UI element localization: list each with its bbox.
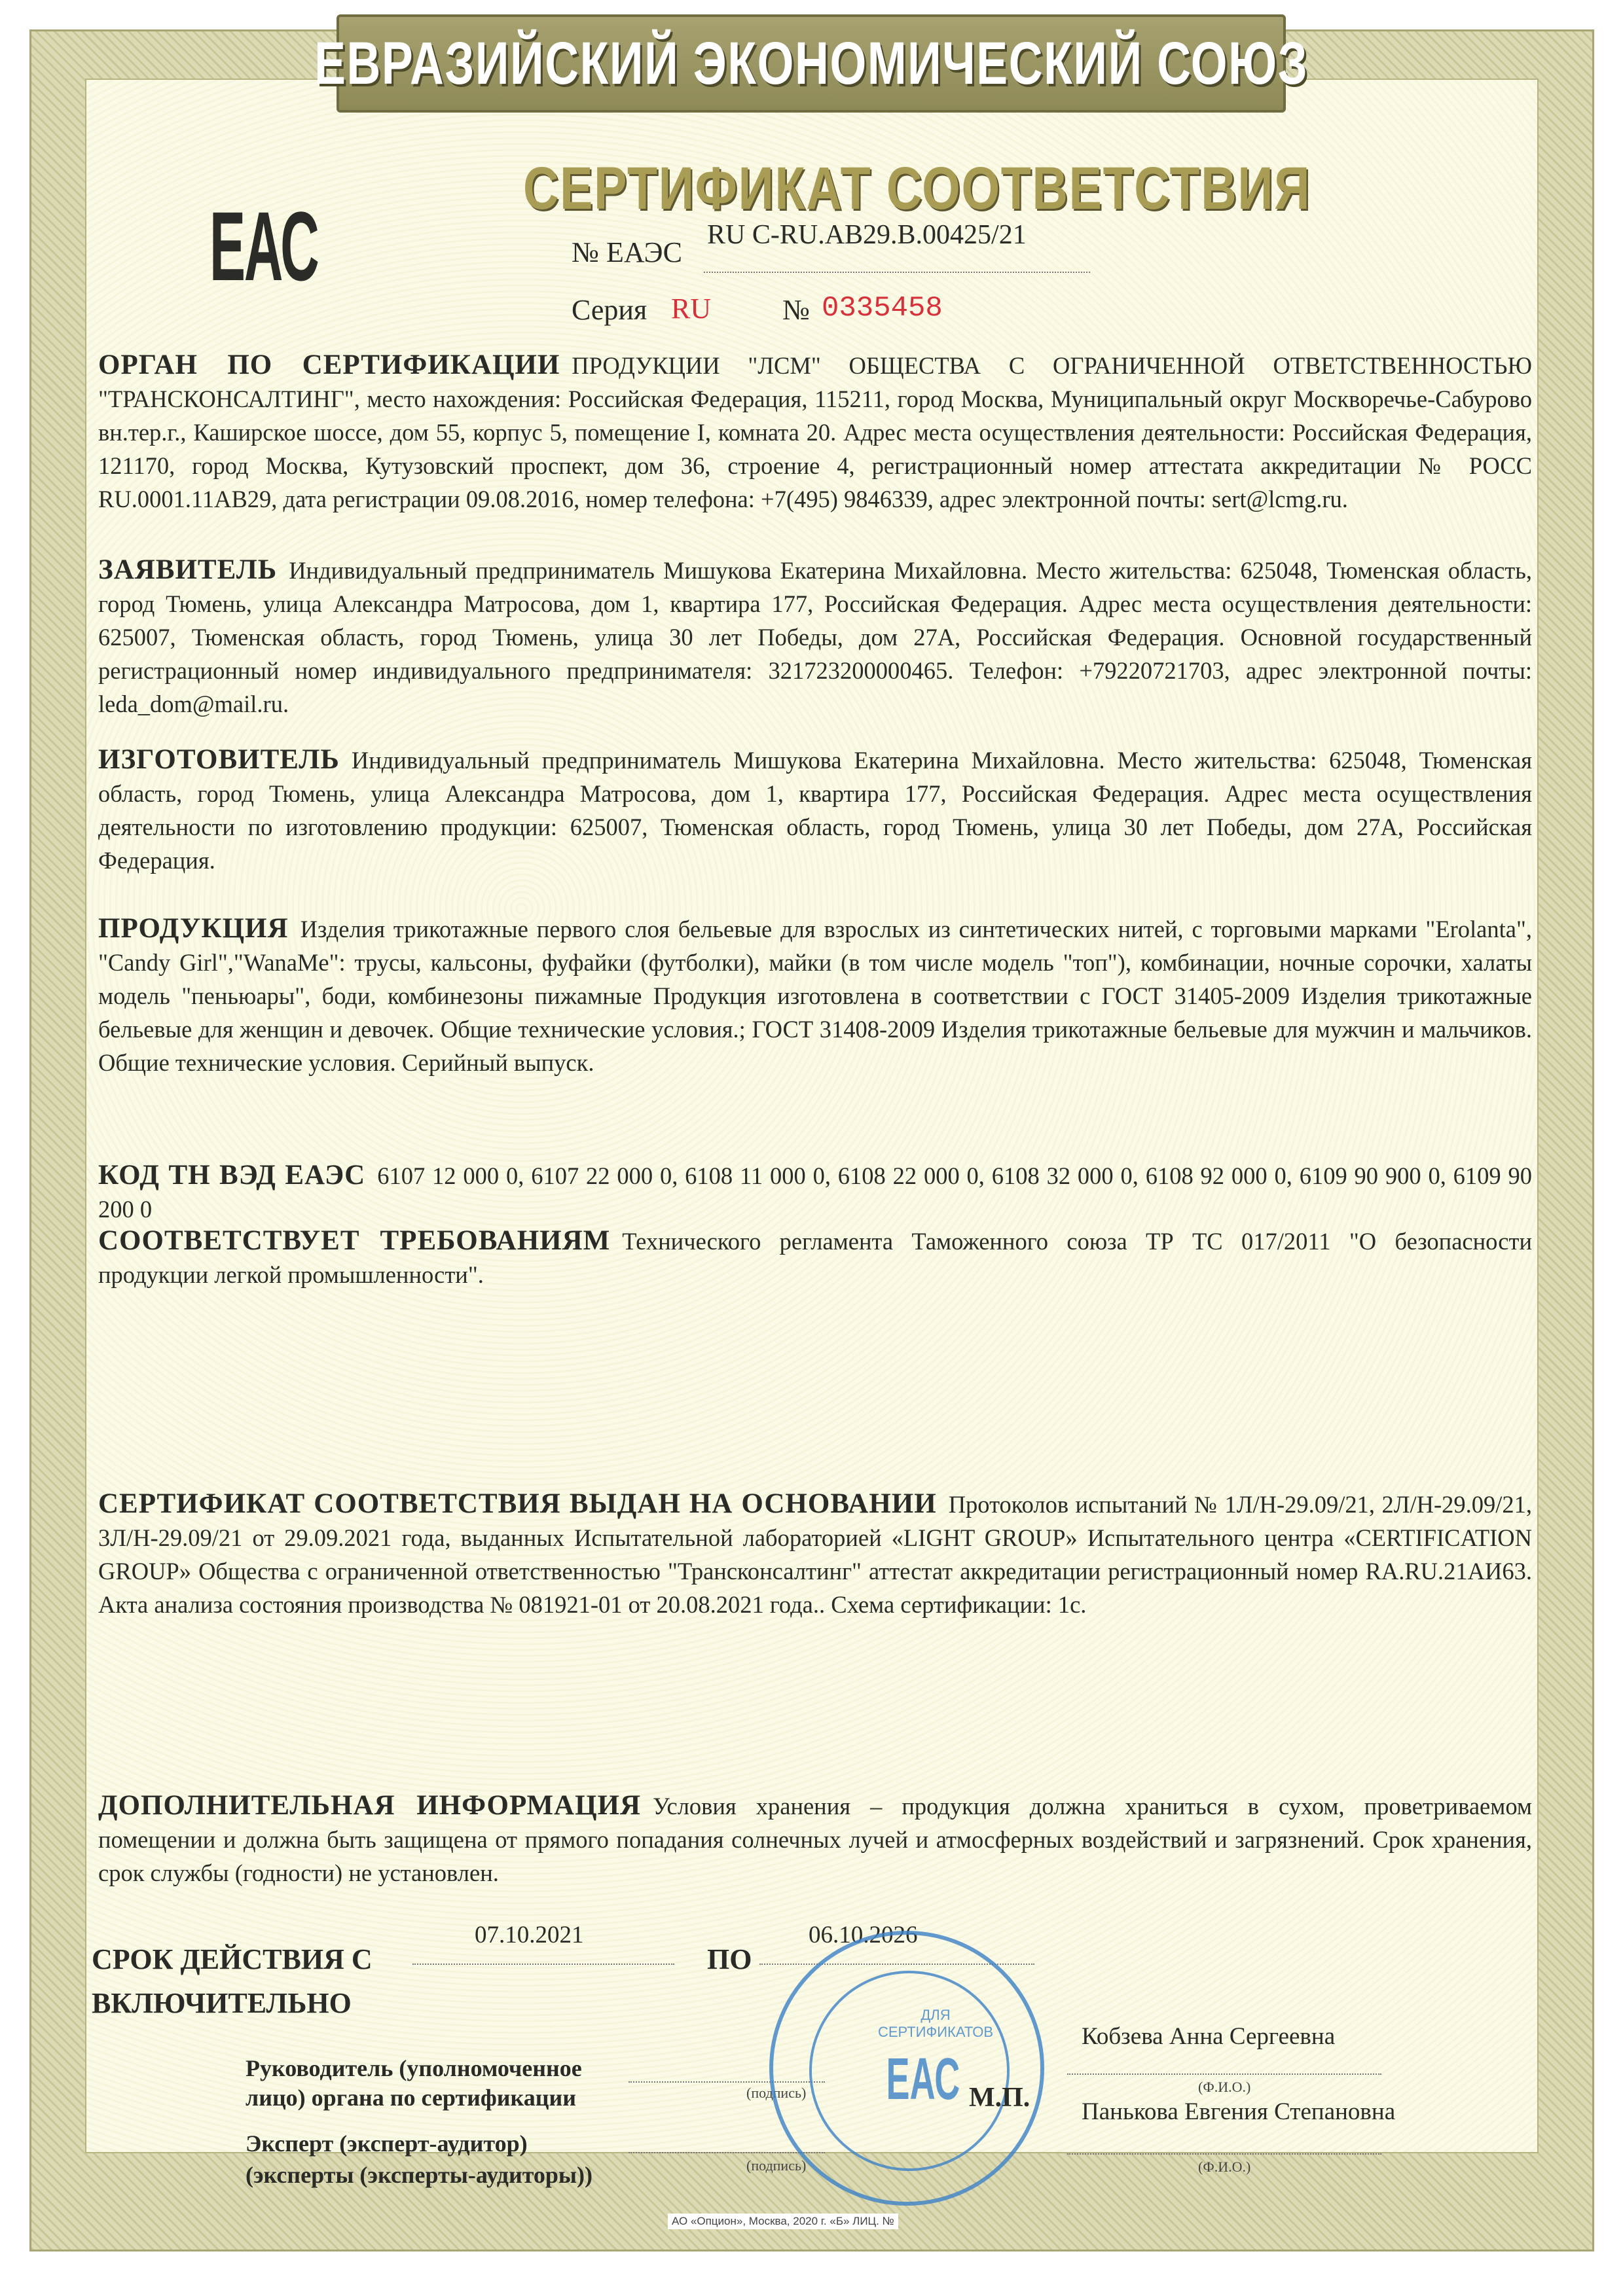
head-sign-hint: (подпись) [746,2085,807,2101]
validity-from-label: СРОК ДЕЙСТВИЯ С [92,1943,373,1975]
section-text: ПРОДУКЦИИ "ЛСМ" ОБЩЕСТВА С ОГРАНИЧЕННОЙ ОТВЕТСТВЕННОСТЬЮ "ТРАНСКОНСАЛТИНГ", место нахождения: Российская Федерация, 115211, город Москва, Муниципальный округ Москворечье-Сабурово вн.тер.г., Каширское шоссе, дом 55, корпус 5, помещение I, комната 20. Адрес места осуществления деятельности: Российская Федерация, 121170, город Москва, Кутузовский проспект, дом 36, строение 4, регистрационный номер аттестата аккредитации № РОСС RU.0001.11АВ29, дата регистрации 09.08.2016, номер телефона: +7(495) 9846339, адрес электронной почты: sert@lcmg.ru. [98,352,1532,512]
expert-fio-line [1067,2153,1381,2155]
eac-logo: ЕАС [210,191,318,301]
section-heading: ОРГАН ПО СЕРТИФИКАЦИИ [98,350,560,380]
section-organ [98,348,1532,516]
from-underline [412,1964,674,1965]
validity-inclusive-label: ВКЛЮЧИТЕЛЬНО [92,1987,352,2019]
number-underline [704,272,1090,273]
section-heading: СООТВЕТСТВУЕТ ТРЕБОВАНИЯМ [98,1225,611,1256]
printer-imprint: АО «Опцион», Москва, 2020 г. «Б» ЛИЦ. № [668,2214,898,2229]
expert-name: Панькова Евгения Степановна [1082,2098,1396,2125]
validity-to-date: 06.10.2026 [809,1922,918,1948]
expert-fio-hint: (Ф.И.О.) [1198,2159,1251,2175]
certification-stamp [769,1931,1044,2206]
section-product [98,912,1532,1079]
section-heading: КОД ТН ВЭД ЕАЭС [98,1160,366,1191]
certificate-title: СЕРТИФИКАТ СООТВЕТСТВИЯ [523,155,1311,222]
seal-label: М.П. [969,2083,1030,2113]
section-applicant [98,553,1532,721]
head-label-line1: Руководитель (уполномоченное [246,2055,582,2081]
section-text: 6107 12 000 0, 6107 22 000 0, 6108 11 000 0, 6108 22 000 0, 6108 32 000 0, 6108 92 000 0, 6109 90 900 0, 6109 90 200 0 [98,1162,1532,1223]
head-label-line2: лицо) органа по сертификации [246,2085,576,2111]
section-heading: ПРОДУКЦИЯ [98,913,289,944]
expert-sign-hint: (подпись) [746,2157,807,2174]
blank-number: 0335458 [822,292,943,325]
section-text: Индивидуальный предприниматель Мишукова Екатерина Михайловна. Место жительства: 625048, Тюменская область, город Тюмень, улица Александра Матросова, дом 1, квартира 177, Российская Федерация. Адрес места осуществления деятельности: 625007, Тюменская область, город Тюмень, улица 30 лет Победы, дом 27А, Российская Федерация. Основной государственный регистрационный номер индивидуального предпринимателя: 321723200000465. Телефон: +79220721703, адрес электронной почты: leda_dom@mail.ru. [98,557,1532,717]
stamp-text: ДЛЯ СЕРТИФИКАТОВ [878,2007,994,2040]
section-text: Индивидуальный предприниматель Мишукова Екатерина Михайловна. Место жительства: 625048, Тюменская область, город Тюмень, улица Александра Матросова, дом 1, квартира 177, Российская Федерация. Адрес места осуществления деятельности по изготовлению продукции: 625007, Тюменская область, город Тюмень, улица 30 лет Победы, дом 27А, Российская Федерация. [98,747,1532,874]
section-heading: ДОПОЛНИТЕЛЬНАЯ ИНФОРМАЦИЯ [98,1790,642,1821]
section-heading: ЗАЯВИТЕЛЬ [98,554,278,585]
blank-number-label: № [782,294,810,326]
head-fio-line [1067,2073,1381,2075]
section-basis [98,1487,1532,1621]
certificate-number: RU C-RU.АВ29.В.00425/21 [707,220,1027,250]
number-label: № ЕАЭС [572,236,682,268]
section-heading: СЕРТИФИКАТ СООТВЕТСТВИЯ ВЫДАН НА ОСНОВАНИИ [98,1488,937,1519]
expert-sign-line [629,2152,825,2153]
expert-label-line1: Эксперт (эксперт-аудитор) [246,2130,528,2157]
union-name: ЕВРАЗИЙСКИЙ ЭКОНОМИЧЕСКИЙ СОЮЗ [314,29,1309,97]
series-value: RU [671,293,712,325]
section-manufacturer [98,743,1532,877]
validity-to-label: ПО [707,1943,752,1975]
union-banner [314,14,1309,113]
section-additional [98,1789,1532,1890]
series-label: Серия [572,294,647,326]
expert-label-line2: (эксперты (эксперты-аудиторы)) [246,2162,593,2188]
head-fio-hint: (Ф.И.О.) [1198,2079,1251,2095]
section-heading: ИЗГОТОВИТЕЛЬ [98,744,340,775]
section-text: Протоколов испытаний № 1Л/Н-29.09/21, 2Л/Н-29.09/21, 3Л/Н-29.09/21 от 29.09.2021 года, выданных Испытательной лабораторией «LIGHT GROUP» Испытательного центра «CERTIFICATION GROUP» Общества с ограниченной ответственностью "Трансконсалтинг" аттестат аккредитации регистрационный номер RA.RU.21АИ63. Акта анализа состояния производства № 081921-01 от 20.08.2021 года.. Схема сертификации: 1с. [98,1491,1532,1618]
head-name: Кобзева Анна Сергеевна [1082,2023,1336,2050]
stamp-eac-logo: ЕАС [886,2047,960,2112]
section-code [98,1158,1532,1226]
validity-from-date: 07.10.2021 [475,1922,584,1948]
section-text: Технического регламента Таможенного союза ТР ТС 017/2011 "О безопасности продукции легкой промышленности". [98,1228,1532,1288]
section-text: Условия хранения – продукция должна храниться в сухом, проветриваемом помещении и должна быть защищена от прямого попадания солнечных лучей и атмосферных воздействий и загрязнений. Срок хранения, срок службы (годности) не установлен. [98,1793,1532,1886]
section-complies [98,1224,1532,1291]
section-text: Изделия трикотажные первого слоя бельевые для взрослых из синтетических нитей, с торговыми марками "Erolanta", "Candy Girl","WanaMe": трусы, кальсоны, фуфайки (футболки), майки (в том числе модель "топ"), комбинации, ночные сорочки, халаты модель "пеньюары", боди, комбинезоны пижамные Продукция изготовлена в соответствии с ГОСТ 31405-2009 Изделия трикотажные бельевые для женщин и девочек. Общие технические условия.; ГОСТ 31408-2009 Изделия трикотажные бельевые для мужчин и мальчиков. Общие технические условия. Серийный выпуск. [98,916,1532,1076]
